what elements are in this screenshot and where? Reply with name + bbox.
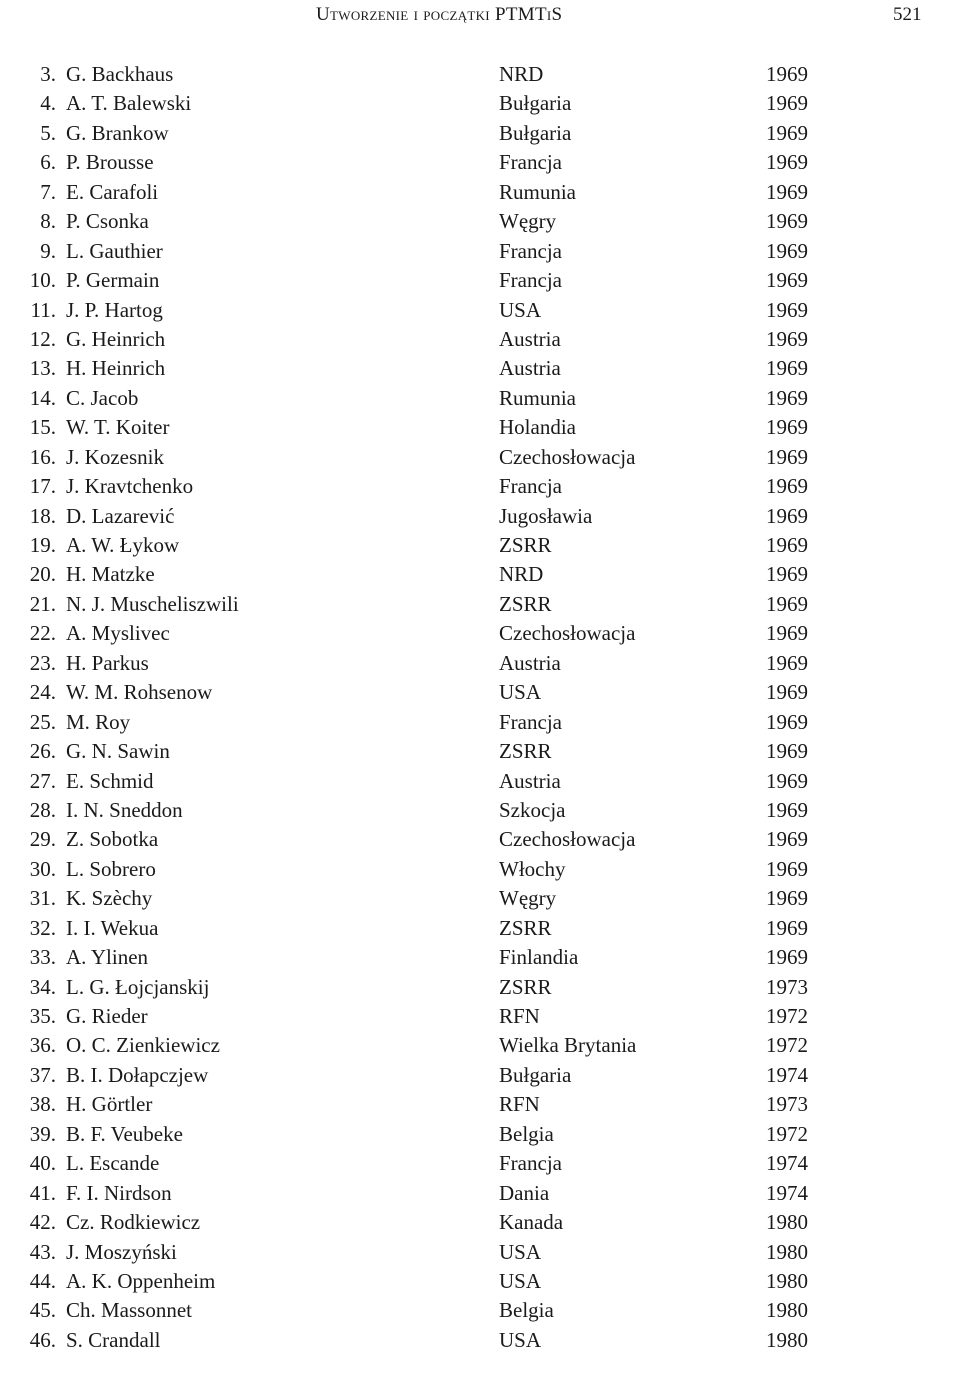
list-item: [0, 1061, 960, 1090]
list-item: [0, 943, 960, 972]
entry-year: 1969: [766, 533, 808, 557]
entry-number: 21.: [29, 591, 56, 616]
entry-year: 1969: [766, 621, 808, 646]
entry-country: Bułgaria: [499, 91, 572, 116]
entry-country: Belgia: [499, 1298, 554, 1323]
entry-number: 7.: [40, 179, 56, 204]
entry-name: D. Lazarević: [66, 503, 175, 528]
entry-year: 1969: [766, 326, 808, 351]
entry-country: USA: [499, 1327, 542, 1352]
entry-name: G. Backhaus: [66, 62, 174, 86]
entry-year: 1969: [766, 444, 808, 469]
entry-number: 35.: [29, 1004, 56, 1028]
entry-number: 41.: [29, 1180, 56, 1205]
entry-number: 36.: [29, 1033, 56, 1058]
entry-year: 1969: [766, 503, 808, 528]
entry-number: 13.: [29, 356, 56, 381]
entry-country: Rumunia: [499, 179, 576, 204]
entry-number: 22.: [29, 621, 56, 646]
entry-number: 45.: [29, 1298, 56, 1323]
entry-name: A. T. Balewski: [66, 91, 192, 116]
entry-country: ZSRR: [499, 533, 552, 557]
entry-number: 32.: [29, 915, 56, 940]
entry-name: A. Ylinen: [66, 945, 149, 970]
entry-year: 1969: [766, 680, 808, 705]
entry-name: A. K. Oppenheim: [66, 1268, 216, 1293]
entry-number: 25.: [29, 709, 56, 734]
entry-year: 1974: [766, 1062, 808, 1087]
entry-year: 1969: [766, 768, 808, 793]
list-item: [0, 178, 960, 207]
entry-number: 6.: [40, 150, 56, 175]
list-item: [0, 560, 960, 589]
entry-name: I. I. Wekua: [66, 915, 159, 940]
entry-name: J. Kozesnik: [66, 444, 164, 469]
entry-name: P. Brousse: [66, 150, 154, 175]
member-list: [0, 60, 960, 1355]
entry-country: Austria: [499, 768, 561, 793]
entry-name: J. Kravtchenko: [66, 474, 194, 499]
entry-number: 42.: [29, 1210, 56, 1235]
entry-name: I. N. Sneddon: [66, 797, 183, 822]
entry-country: Austria: [499, 356, 561, 381]
entry-name: Z. Sobotka: [66, 827, 159, 852]
entry-country: Francja: [499, 238, 562, 263]
entry-name: K. Szèchy: [66, 886, 153, 911]
list-item: [0, 207, 960, 236]
entry-name: G. N. Sawin: [66, 739, 170, 764]
list-item: [0, 973, 960, 1002]
entry-number: 29.: [29, 827, 56, 852]
entry-number: 9.: [40, 238, 56, 263]
entry-number: 16.: [29, 444, 56, 469]
entry-year: 1969: [766, 120, 808, 145]
entry-name: F. I. Nirdson: [66, 1180, 172, 1205]
entry-country: ZSRR: [499, 591, 552, 616]
entry-country: ZSRR: [499, 739, 552, 764]
list-item: [0, 825, 960, 854]
entry-number: 39.: [29, 1121, 56, 1146]
running-head-title: Utworzenie i początki PTMTiS: [316, 4, 563, 25]
entry-name: L. Gauthier: [66, 238, 163, 263]
entry-year: 1969: [766, 856, 808, 881]
entry-year: 1969: [766, 268, 808, 293]
entry-name: H. Görtler: [66, 1092, 153, 1117]
entry-name: N. J. Muscheliszwili: [66, 591, 239, 616]
entry-name: Ch. Massonnet: [66, 1298, 192, 1323]
entry-name: E. Carafoli: [66, 179, 159, 204]
entry-year: 1969: [766, 827, 808, 852]
entry-country: Rumunia: [499, 385, 576, 410]
list-item: [0, 89, 960, 118]
list-item: [0, 884, 960, 913]
entry-number: 38.: [29, 1092, 56, 1117]
entry-country: USA: [499, 680, 542, 705]
list-item: [0, 1090, 960, 1119]
list-item: [0, 1208, 960, 1237]
entry-number: 43.: [29, 1239, 56, 1264]
list-item: [0, 1179, 960, 1208]
entry-number: 12.: [29, 326, 56, 351]
entry-name: G. Brankow: [66, 120, 169, 145]
list-item: [0, 354, 960, 383]
entry-name: J. P. Hartog: [66, 297, 163, 322]
entry-country: Czechosłowacja: [499, 827, 636, 852]
entry-number: 28.: [29, 797, 56, 822]
entry-year: 1980: [766, 1268, 808, 1293]
entry-name: L. Escande: [66, 1151, 160, 1176]
entry-number: 31.: [29, 886, 56, 911]
entry-number: 26.: [29, 739, 56, 764]
entry-number: 24.: [29, 680, 56, 705]
entry-country: Bułgaria: [499, 120, 572, 145]
entry-country: Francja: [499, 474, 562, 499]
entry-country: NRD: [499, 62, 544, 86]
entry-country: Wielka Brytania: [499, 1033, 637, 1058]
entry-country: ZSRR: [499, 915, 552, 940]
entry-country: Węgry: [499, 209, 557, 234]
entry-number: 46.: [29, 1327, 56, 1352]
entry-country: USA: [499, 1239, 542, 1264]
entry-year: 1969: [766, 797, 808, 822]
entry-name: H. Matzke: [66, 562, 155, 587]
entry-number: 33.: [29, 945, 56, 970]
entry-year: 1969: [766, 91, 808, 116]
entry-country: Holandia: [499, 415, 576, 440]
list-item: [0, 472, 960, 501]
entry-year: 1969: [766, 209, 808, 234]
entry-name: P. Csonka: [66, 209, 149, 234]
list-item: [0, 1296, 960, 1325]
entry-year: 1969: [766, 915, 808, 940]
entry-name: A. Myslivec: [66, 621, 170, 646]
list-item: [0, 678, 960, 707]
entry-number: 3.: [40, 62, 56, 86]
list-item: [0, 1031, 960, 1060]
entry-country: Austria: [499, 326, 561, 351]
entry-country: USA: [499, 297, 542, 322]
list-item: [0, 619, 960, 648]
entry-number: 23.: [29, 650, 56, 675]
entry-name: J. Moszyński: [66, 1239, 177, 1264]
page-number: 521: [893, 4, 922, 25]
entry-name: E. Schmid: [66, 768, 154, 793]
list-item: [0, 266, 960, 295]
entry-country: Francja: [499, 1151, 562, 1176]
entry-name: G. Heinrich: [66, 326, 166, 351]
entry-number: 34.: [29, 974, 56, 999]
entry-name: B. I. Dołapczjew: [66, 1062, 209, 1087]
entry-year: 1969: [766, 739, 808, 764]
entry-name: L. G. Łojcjanskij: [66, 974, 210, 999]
list-item: [0, 708, 960, 737]
entry-country: Czechosłowacja: [499, 444, 636, 469]
entry-country: Włochy: [499, 856, 566, 881]
entry-number: 44.: [29, 1268, 56, 1293]
entry-country: NRD: [499, 562, 544, 587]
list-item: [0, 1002, 960, 1031]
entry-year: 1980: [766, 1327, 808, 1352]
entry-name: P. Germain: [66, 268, 160, 293]
entry-name: O. C. Zienkiewicz: [66, 1033, 220, 1058]
entry-country: Finlandia: [499, 945, 579, 970]
entry-year: 1972: [766, 1004, 808, 1028]
list-item: [0, 649, 960, 678]
entry-year: 1969: [766, 356, 808, 381]
entry-country: ZSRR: [499, 974, 552, 999]
entry-country: Kanada: [499, 1210, 564, 1235]
running-head: [0, 4, 960, 28]
list-item: [0, 590, 960, 619]
entry-country: Francja: [499, 150, 562, 175]
entry-name: M. Roy: [66, 709, 131, 734]
entry-country: Dania: [499, 1180, 550, 1205]
list-item: [0, 237, 960, 266]
entry-year: 1969: [766, 591, 808, 616]
list-item: [0, 384, 960, 413]
entry-country: Austria: [499, 650, 561, 675]
entry-number: 18.: [29, 503, 56, 528]
entry-year: 1980: [766, 1239, 808, 1264]
entry-country: Szkocja: [499, 797, 566, 822]
entry-country: Francja: [499, 709, 562, 734]
entry-number: 37.: [29, 1062, 56, 1087]
entry-name: S. Crandall: [66, 1327, 161, 1352]
entry-name: A. W. Łykow: [66, 533, 180, 557]
entry-country: Węgry: [499, 886, 557, 911]
entry-number: 19.: [29, 533, 56, 557]
entry-name: W. T. Koiter: [66, 415, 170, 440]
entry-year: 1969: [766, 297, 808, 322]
list-item: [0, 1238, 960, 1267]
entry-country: Czechosłowacja: [499, 621, 636, 646]
entry-name: H. Heinrich: [66, 356, 166, 381]
entry-country: Belgia: [499, 1121, 554, 1146]
list-item: [0, 148, 960, 177]
entry-country: RFN: [499, 1004, 540, 1028]
list-item: [0, 531, 960, 560]
entry-year: 1969: [766, 886, 808, 911]
list-item: [0, 60, 960, 89]
list-item: [0, 1267, 960, 1296]
entry-number: 11.: [30, 297, 56, 322]
entry-number: 14.: [29, 385, 56, 410]
entry-year: 1974: [766, 1180, 808, 1205]
entry-year: 1973: [766, 974, 808, 999]
entry-country: RFN: [499, 1092, 540, 1117]
list-item: [0, 855, 960, 884]
entry-year: 1969: [766, 179, 808, 204]
entry-name: Cz. Rodkiewicz: [66, 1210, 201, 1235]
entry-year: 1969: [766, 238, 808, 263]
entry-number: 40.: [29, 1151, 56, 1176]
list-item: [0, 119, 960, 148]
entry-year: 1974: [766, 1151, 808, 1176]
list-item: [0, 914, 960, 943]
entry-number: 30.: [29, 856, 56, 881]
entry-country: USA: [499, 1268, 542, 1293]
list-item: [0, 443, 960, 472]
list-item: [0, 296, 960, 325]
entry-name: L. Sobrero: [66, 856, 156, 881]
entry-number: 15.: [29, 415, 56, 440]
entry-year: 1980: [766, 1298, 808, 1323]
entry-number: 17.: [29, 474, 56, 499]
entry-country: Jugosławia: [499, 503, 593, 528]
entry-year: 1969: [766, 385, 808, 410]
list-item: [0, 413, 960, 442]
list-item: [0, 1149, 960, 1178]
entry-year: 1972: [766, 1121, 808, 1146]
entry-year: 1969: [766, 945, 808, 970]
entry-year: 1969: [766, 62, 808, 86]
list-item: [0, 1326, 960, 1355]
entry-year: 1969: [766, 474, 808, 499]
list-item: [0, 325, 960, 354]
entry-number: 8.: [40, 209, 56, 234]
entry-year: 1980: [766, 1210, 808, 1235]
entry-name: C. Jacob: [66, 385, 139, 410]
entry-number: 20.: [29, 562, 56, 587]
entry-year: 1969: [766, 562, 808, 587]
entry-name: B. F. Veubeke: [66, 1121, 183, 1146]
list-item: [0, 767, 960, 796]
entry-year: 1969: [766, 650, 808, 675]
entry-year: 1969: [766, 415, 808, 440]
entry-year: 1969: [766, 709, 808, 734]
entry-year: 1969: [766, 150, 808, 175]
entry-number: 10.: [29, 268, 56, 293]
entry-year: 1973: [766, 1092, 808, 1117]
entry-name: H. Parkus: [66, 650, 149, 675]
entry-name: W. M. Rohsenow: [66, 680, 213, 705]
entry-number: 27.: [29, 768, 56, 793]
entry-year: 1972: [766, 1033, 808, 1058]
entry-number: 4.: [40, 91, 56, 116]
list-item: [0, 1120, 960, 1149]
list-item: [0, 737, 960, 766]
entry-country: Francja: [499, 268, 562, 293]
entry-country: Bułgaria: [499, 1062, 572, 1087]
list-item: [0, 796, 960, 825]
entry-name: G. Rieder: [66, 1004, 148, 1028]
list-item: [0, 502, 960, 531]
entry-number: 5.: [40, 120, 56, 145]
